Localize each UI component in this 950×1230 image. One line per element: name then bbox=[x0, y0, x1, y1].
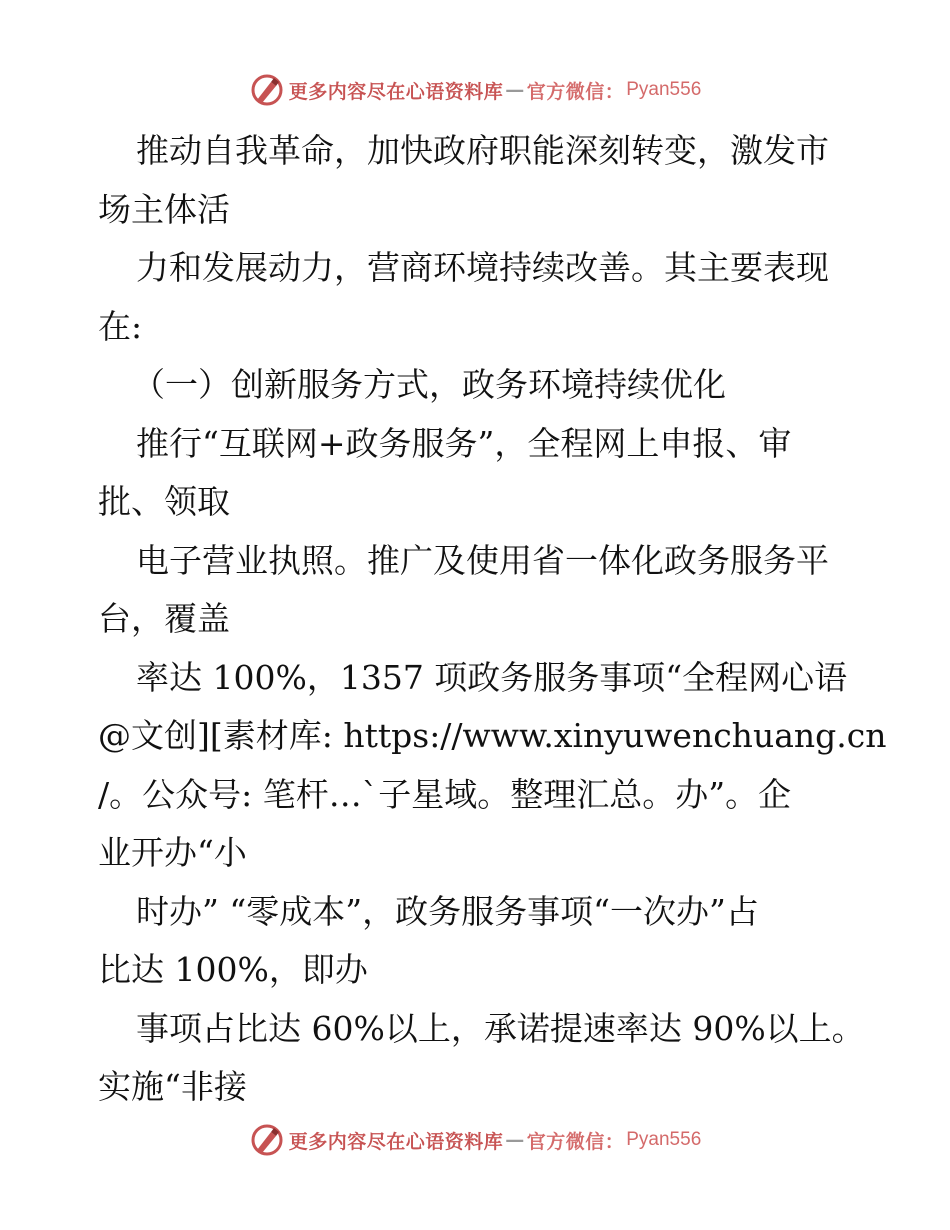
section-heading: （一）创新服务方式，政务环境持续优化 bbox=[132, 365, 726, 404]
text-line: 场主体活 bbox=[98, 189, 230, 229]
text-line: 时办” “零成本”，政务服务事项“一次办”占 bbox=[136, 891, 759, 931]
text-line: 率达 100%，1357 项政务服务事项“全程网心语 bbox=[136, 657, 848, 697]
banner-wechat-id: Pyan556 bbox=[626, 79, 702, 100]
text-line: 台，覆盖 bbox=[98, 599, 230, 638]
banner-separator: — bbox=[505, 1129, 525, 1151]
banner-wechat-id: Pyan556 bbox=[626, 1129, 702, 1150]
document-body bbox=[98, 122, 887, 1117]
pen-in-circle-icon bbox=[249, 72, 285, 108]
text-line: 力和发展动力，营商环境持续改善。其主要表现 bbox=[136, 248, 829, 287]
text-line: 在: bbox=[98, 306, 143, 346]
banner-separator: — bbox=[505, 79, 525, 101]
header-watermark-banner bbox=[0, 70, 950, 110]
text-line: 批、领取 bbox=[98, 482, 230, 521]
pen-in-circle-icon bbox=[249, 1122, 285, 1158]
text-line: 业开办“小 bbox=[98, 833, 247, 872]
banner-main-text: 更多内容尽在心语资料库 bbox=[288, 80, 504, 103]
footer-watermark-banner bbox=[0, 1120, 950, 1160]
text-line: 比达 100%，即办 bbox=[98, 950, 368, 989]
text-line: 事项占比达 60%以上，承诺提速率达 90%以上。 bbox=[136, 1008, 865, 1048]
text-line: 推行“互联网+政务服务”，全程网上申报、审 bbox=[136, 423, 792, 463]
text-line: 实施“非接 bbox=[98, 1067, 247, 1106]
text-line: /。公众号: 笔杆…`子星域。整理汇总。办”。企 bbox=[98, 774, 792, 814]
text-line: @文创][素材库: https://www.xinyuwenchuang.cn bbox=[98, 716, 887, 755]
banner-wechat-label: 官方微信： bbox=[526, 1130, 625, 1153]
text-line: 推动自我革命，加快政府职能深刻转变，激发市 bbox=[136, 131, 829, 170]
banner-wechat-label: 官方微信： bbox=[526, 80, 625, 103]
banner-main-text: 更多内容尽在心语资料库 bbox=[288, 1130, 504, 1153]
text-line: 电子营业执照。推广及使用省一体化政务服务平 bbox=[136, 540, 829, 580]
